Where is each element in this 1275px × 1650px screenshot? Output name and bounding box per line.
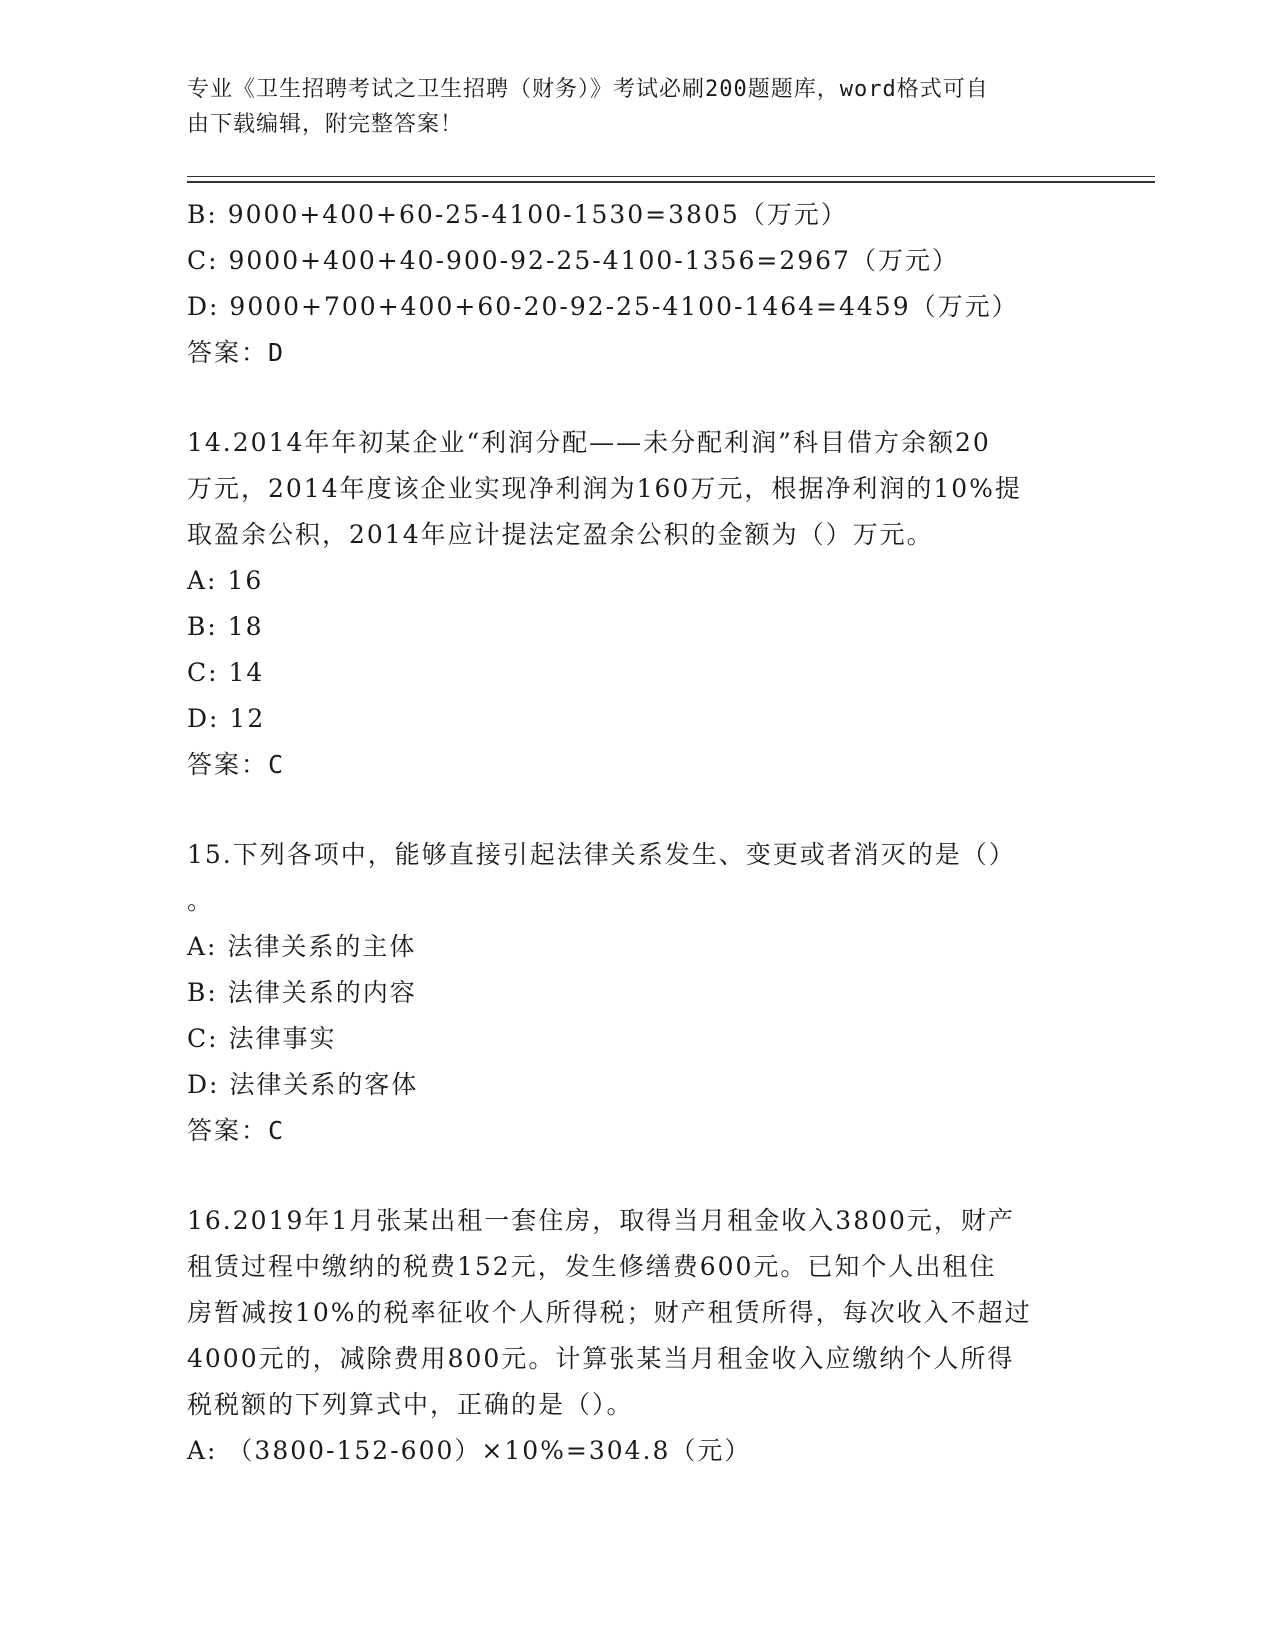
option-d: D: 12 xyxy=(187,704,266,733)
answer: 答案：C xyxy=(187,750,286,779)
header-line-2: 由下载编辑，附完整答案！ xyxy=(187,112,464,137)
option-c: C: 9000+400+40-900-92-25-4100-1356=2967（万元） xyxy=(187,246,959,275)
document-body xyxy=(187,192,1087,1474)
option-a: A: （3800-152-600）×10%=304.8（元） xyxy=(187,1436,752,1465)
option-d: D: 法律关系的客体 xyxy=(187,1070,419,1099)
answer: 答案：C xyxy=(187,1116,286,1145)
option-d: D: 9000+700+400+60-20-92-25-4100-1464=4459（万元） xyxy=(187,292,1019,321)
question-text: 税税额的下列算式中，正确的是（）。 xyxy=(187,1390,634,1419)
question-16 xyxy=(187,1198,1087,1474)
answer: 答案：D xyxy=(187,338,286,367)
document-header xyxy=(187,72,1087,142)
option-b: B: 法律关系的内容 xyxy=(187,978,417,1007)
question-text: 。 xyxy=(187,886,215,915)
option-b: B: 18 xyxy=(187,612,264,641)
question-text: 租赁过程中缴纳的税费152元，发生修缮费600元。已知个人出租住 xyxy=(187,1252,997,1281)
question-text: 15.下列各项中，能够直接引起法律关系发生、变更或者消灭的是（） xyxy=(187,840,1016,869)
option-a: A: 16 xyxy=(187,566,264,595)
question-text: 万元，2014年度该企业实现净利润为160万元，根据净利润的10%提 xyxy=(187,474,1022,503)
question-15 xyxy=(187,832,1087,1154)
question-14 xyxy=(187,420,1087,788)
question-text: 房暂减按10%的税率征收个人所得税；财产租赁所得，每次收入不超过 xyxy=(187,1298,1032,1327)
question-text: 16.2019年1月张某出租一套住房，取得当月租金收入3800元，财产 xyxy=(187,1206,1015,1235)
header-rule-thick xyxy=(187,181,1155,183)
question-text: 取盈余公积，2014年应计提法定盈余公积的金额为（）万元。 xyxy=(187,520,934,549)
header-line-1: 专业《卫生招聘考试之卫生招聘（财务）》考试必刷200题题库，word格式可自 xyxy=(187,77,989,102)
question-13-tail xyxy=(187,192,1087,376)
option-c: C: 法律事实 xyxy=(187,1024,337,1053)
spacer xyxy=(187,376,1087,420)
option-a: A: 法律关系的主体 xyxy=(187,932,417,961)
option-b: B: 9000+400+60-25-4100-1530=3805（万元） xyxy=(187,200,848,229)
question-text: 4000元的，减除费用800元。计算张某当月租金收入应缴纳个人所得 xyxy=(187,1344,1015,1373)
header-rule-thin xyxy=(187,176,1155,177)
option-c: C: 14 xyxy=(187,658,265,687)
question-text: 14.2014年年初某企业“利润分配——未分配利润”科目借方余额20 xyxy=(187,428,991,457)
spacer xyxy=(187,788,1087,832)
spacer xyxy=(187,1154,1087,1198)
